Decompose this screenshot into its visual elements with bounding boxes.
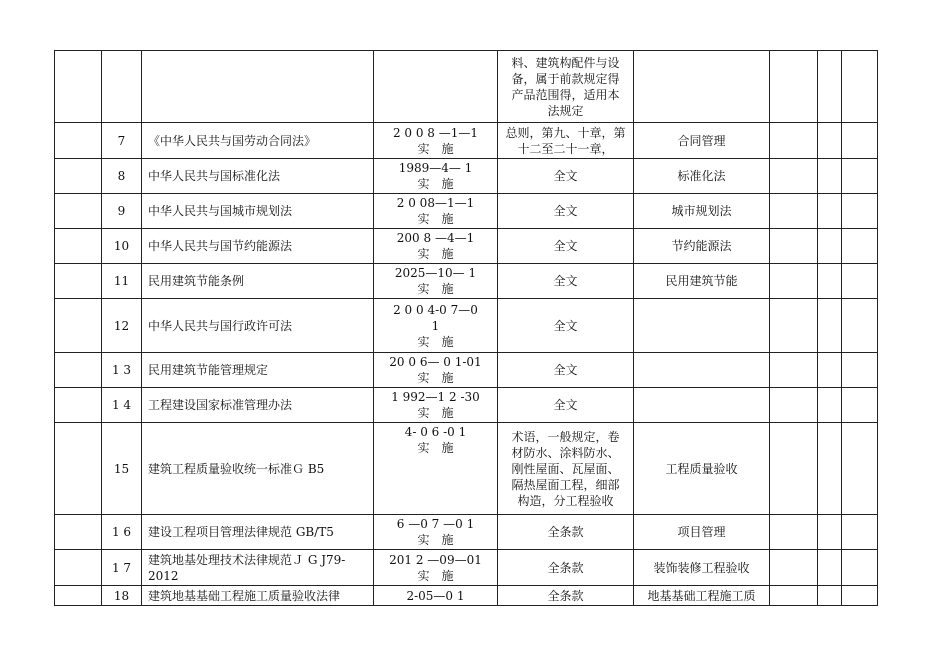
scope-cell bbox=[498, 123, 634, 159]
blank-cell bbox=[818, 159, 842, 194]
scope-cell bbox=[498, 194, 634, 229]
regulation-name-cell-text: 建筑地基处理技术法律规范Ｊ G J79-2012 bbox=[148, 552, 346, 583]
row-number-cell-text: 18 bbox=[113, 588, 130, 603]
table-row bbox=[55, 264, 878, 299]
effective-date-cell bbox=[374, 550, 498, 586]
row-number-cell bbox=[102, 423, 142, 515]
row-number-cell bbox=[102, 51, 142, 123]
row-number-cell bbox=[102, 159, 142, 194]
row-number-cell-text: 1 4 bbox=[111, 398, 132, 412]
effective-date-cell bbox=[374, 229, 498, 264]
blank-cell bbox=[55, 388, 102, 423]
effective-date-cell bbox=[374, 264, 498, 299]
effective-date-cell-line: 实 施 bbox=[417, 441, 454, 455]
table-row bbox=[55, 159, 878, 194]
table-row bbox=[55, 515, 878, 550]
effective-date-cell-line: 实 施 bbox=[417, 282, 454, 296]
blank-cell bbox=[770, 353, 818, 388]
scope-cell bbox=[498, 51, 634, 123]
category-cell bbox=[634, 299, 770, 353]
blank-cell bbox=[818, 423, 842, 515]
category-cell bbox=[634, 515, 770, 550]
table-row bbox=[55, 423, 878, 515]
row-number-cell-text: 12 bbox=[113, 318, 130, 333]
blank-cell bbox=[842, 264, 878, 299]
row-number-cell bbox=[102, 586, 142, 606]
effective-date-cell-line: 1 bbox=[431, 318, 440, 333]
effective-date-cell-line: 2 0 0 4-0 7—0 bbox=[393, 302, 478, 317]
category-cell-text: 工程质量验收 bbox=[665, 461, 738, 476]
row-number-cell bbox=[102, 229, 142, 264]
blank-cell bbox=[770, 423, 818, 515]
effective-date-cell-line: 实 施 bbox=[417, 177, 454, 191]
row-number-cell bbox=[102, 123, 142, 159]
regulation-name-cell bbox=[142, 550, 374, 586]
effective-date-cell-line: 4- 0 6 -0 1 bbox=[404, 425, 467, 439]
regulation-name-cell bbox=[142, 159, 374, 194]
regulation-name-cell bbox=[142, 51, 374, 123]
category-cell bbox=[634, 264, 770, 299]
category-cell-text: 项目管理 bbox=[677, 525, 726, 539]
blank-cell bbox=[842, 423, 878, 515]
blank-cell bbox=[770, 586, 818, 606]
scope-cell-line: 全文 bbox=[553, 169, 578, 183]
regulation-name-cell bbox=[142, 388, 374, 423]
row-number-cell bbox=[102, 388, 142, 423]
blank-cell bbox=[818, 299, 842, 353]
regulation-name-cell-text: 工程建设国家标准管理办法 bbox=[148, 398, 293, 412]
blank-cell bbox=[842, 159, 878, 194]
row-number-cell-text: 10 bbox=[113, 239, 130, 253]
scope-cell bbox=[498, 353, 634, 388]
scope-cell-line: 产品范围得，适用本 bbox=[511, 87, 620, 102]
effective-date-cell-line: 200 8 —4—1 bbox=[396, 231, 475, 245]
category-cell bbox=[634, 550, 770, 586]
category-cell bbox=[634, 51, 770, 123]
table-row bbox=[55, 586, 878, 606]
table-row bbox=[55, 194, 878, 229]
effective-date-cell-line: 实 施 bbox=[417, 568, 454, 583]
regulation-name-cell bbox=[142, 515, 374, 550]
row-number-cell bbox=[102, 194, 142, 229]
regulation-name-cell-text: 中华人民共与国标准化法 bbox=[148, 169, 281, 183]
effective-date-cell bbox=[374, 159, 498, 194]
category-cell-text: 民用建筑节能 bbox=[665, 274, 738, 288]
regulations-table bbox=[54, 50, 878, 606]
regulation-name-cell-text: 建筑工程质量验收统一标准Ｇ B5 bbox=[148, 461, 325, 476]
scope-cell-line: 材防水、涂料防水、 bbox=[511, 445, 620, 460]
effective-date-cell-line: 实 施 bbox=[417, 533, 454, 547]
effective-date-cell bbox=[374, 299, 498, 353]
row-number-cell bbox=[102, 550, 142, 586]
blank-cell bbox=[55, 229, 102, 264]
row-number-cell bbox=[102, 353, 142, 388]
blank-cell bbox=[55, 550, 102, 586]
scope-cell-line: 十二至二十一章， bbox=[517, 141, 614, 156]
effective-date-cell-line: 实 施 bbox=[417, 247, 454, 261]
blank-cell bbox=[55, 423, 102, 515]
category-cell-text: 城市规划法 bbox=[671, 204, 732, 218]
blank-cell bbox=[842, 194, 878, 229]
blank-cell bbox=[55, 264, 102, 299]
blank-cell bbox=[842, 299, 878, 353]
blank-cell bbox=[818, 194, 842, 229]
effective-date-cell bbox=[374, 515, 498, 550]
scope-cell-line: 全文 bbox=[553, 239, 578, 253]
category-cell-text: 地基基础工程施工质 bbox=[647, 588, 756, 603]
blank-cell bbox=[770, 515, 818, 550]
scope-cell-line: 全文 bbox=[553, 363, 578, 377]
effective-date-cell-line: 2 0 08—1—1 bbox=[396, 196, 475, 210]
blank-cell bbox=[55, 353, 102, 388]
regulation-name-cell-text: 《中华人民共与国劳动合同法》 bbox=[148, 133, 317, 148]
regulation-name-cell bbox=[142, 229, 374, 264]
scope-cell-line: 总则，第九、十章，第 bbox=[505, 125, 626, 140]
blank-cell bbox=[842, 586, 878, 606]
category-cell bbox=[634, 586, 770, 606]
category-cell bbox=[634, 194, 770, 229]
category-cell bbox=[634, 229, 770, 264]
blank-cell bbox=[842, 353, 878, 388]
blank-cell bbox=[770, 229, 818, 264]
regulation-name-cell bbox=[142, 123, 374, 159]
effective-date-cell-line: 6 —0 7 —0 1 bbox=[396, 517, 475, 531]
row-number-cell-text: 1 6 bbox=[111, 525, 132, 539]
scope-cell-line: 全文 bbox=[553, 204, 578, 218]
category-cell bbox=[634, 353, 770, 388]
scope-cell-line: 隔热屋面工程，细部 bbox=[511, 477, 620, 492]
scope-cell bbox=[498, 423, 634, 515]
scope-cell-line: 全条款 bbox=[547, 525, 584, 539]
effective-date-cell-line: 实 施 bbox=[417, 141, 454, 156]
blank-cell bbox=[818, 229, 842, 264]
regulation-name-cell bbox=[142, 194, 374, 229]
effective-date-cell-line: 实 施 bbox=[417, 406, 454, 420]
blank-cell bbox=[818, 264, 842, 299]
scope-cell bbox=[498, 586, 634, 606]
scope-cell-line: 术语，一般规定，卷 bbox=[511, 429, 620, 444]
category-cell bbox=[634, 423, 770, 515]
scope-cell bbox=[498, 388, 634, 423]
category-cell bbox=[634, 388, 770, 423]
regulation-name-cell-text: 中华人民共与国节约能源法 bbox=[148, 239, 293, 253]
effective-date-cell bbox=[374, 353, 498, 388]
category-cell-text: 标准化法 bbox=[677, 169, 726, 183]
table-row bbox=[55, 353, 878, 388]
effective-date-cell bbox=[374, 123, 498, 159]
effective-date-cell-line: 1989—4— 1 bbox=[398, 161, 473, 175]
regulation-name-cell bbox=[142, 353, 374, 388]
blank-cell bbox=[818, 353, 842, 388]
row-number-cell-text: 1 3 bbox=[111, 363, 132, 377]
blank-cell bbox=[770, 264, 818, 299]
table-row bbox=[55, 229, 878, 264]
scope-cell-line: 构造，分工程验收 bbox=[517, 493, 614, 508]
blank-cell bbox=[818, 123, 842, 159]
scope-cell-line: 全文 bbox=[553, 318, 578, 333]
table-body bbox=[55, 51, 878, 606]
row-number-cell-text: 15 bbox=[113, 461, 130, 476]
scope-cell bbox=[498, 299, 634, 353]
blank-cell bbox=[842, 123, 878, 159]
blank-cell bbox=[818, 586, 842, 606]
blank-cell bbox=[842, 229, 878, 264]
blank-cell bbox=[842, 550, 878, 586]
blank-cell bbox=[770, 51, 818, 123]
effective-date-cell-line: 2 0 0 8 —1—1 bbox=[392, 125, 479, 140]
regulation-name-cell-text: 建筑地基基础工程施工质量验收法律 bbox=[148, 588, 341, 603]
row-number-cell bbox=[102, 264, 142, 299]
blank-cell bbox=[55, 123, 102, 159]
blank-cell bbox=[55, 159, 102, 194]
table-row bbox=[55, 550, 878, 586]
effective-date-cell-line: 20 0 6— 0 1-01 bbox=[389, 355, 482, 369]
regulation-name-cell bbox=[142, 586, 374, 606]
blank-cell bbox=[770, 388, 818, 423]
blank-cell bbox=[55, 515, 102, 550]
regulation-name-cell-text: 中华人民共与国城市规划法 bbox=[148, 204, 293, 218]
scope-cell-line: 全文 bbox=[553, 398, 578, 412]
blank-cell bbox=[818, 550, 842, 586]
effective-date-cell-line: 2-05—0 1 bbox=[406, 588, 465, 603]
scope-cell-line: 全条款 bbox=[547, 560, 584, 575]
category-cell-text: 合同管理 bbox=[677, 133, 726, 148]
scope-cell-line: 刚性屋面、瓦屋面、 bbox=[511, 461, 620, 476]
regulation-name-cell-text: 民用建筑节能管理规定 bbox=[148, 363, 269, 377]
category-cell bbox=[634, 159, 770, 194]
row-number-cell-text: 1 7 bbox=[111, 560, 132, 575]
scope-cell bbox=[498, 515, 634, 550]
regulation-name-cell-text: 建设工程项目管理法律规范 GB/T5 bbox=[148, 525, 334, 539]
blank-cell bbox=[55, 586, 102, 606]
effective-date-cell bbox=[374, 586, 498, 606]
blank-cell bbox=[842, 515, 878, 550]
regulation-name-cell bbox=[142, 299, 374, 353]
regulation-name-cell-text: 中华人民共与国行政许可法 bbox=[148, 318, 293, 333]
blank-cell bbox=[842, 388, 878, 423]
scope-cell bbox=[498, 264, 634, 299]
table-row bbox=[55, 299, 878, 353]
effective-date-cell-line: 实 施 bbox=[417, 212, 454, 226]
row-number-cell bbox=[102, 299, 142, 353]
effective-date-cell bbox=[374, 388, 498, 423]
blank-cell bbox=[818, 388, 842, 423]
scope-cell-line: 料、建筑构配件与设 bbox=[511, 55, 620, 70]
category-cell-text: 装饰装修工程验收 bbox=[653, 560, 750, 575]
scope-cell-line: 全条款 bbox=[547, 588, 584, 603]
row-number-cell-text: 11 bbox=[113, 274, 130, 288]
blank-cell bbox=[55, 299, 102, 353]
row-number-cell-text: 7 bbox=[117, 133, 126, 148]
table-row bbox=[55, 51, 878, 123]
scope-cell-line: 法规定 bbox=[547, 103, 584, 118]
effective-date-cell-line: 实 施 bbox=[417, 334, 454, 349]
blank-cell bbox=[770, 550, 818, 586]
table-row bbox=[55, 388, 878, 423]
regulation-name-cell bbox=[142, 423, 374, 515]
blank-cell bbox=[842, 51, 878, 123]
effective-date-cell-line: 实 施 bbox=[417, 371, 454, 385]
scope-cell bbox=[498, 159, 634, 194]
scope-cell-line: 备，属于前款规定得 bbox=[511, 71, 620, 86]
row-number-cell bbox=[102, 515, 142, 550]
effective-date-cell bbox=[374, 51, 498, 123]
effective-date-cell bbox=[374, 194, 498, 229]
row-number-cell-text: 8 bbox=[117, 169, 126, 183]
blank-cell bbox=[770, 159, 818, 194]
scope-cell bbox=[498, 550, 634, 586]
effective-date-cell-line: 2025—10— 1 bbox=[394, 266, 477, 280]
category-cell-text: 节约能源法 bbox=[671, 239, 732, 253]
row-number-cell-text: 9 bbox=[117, 204, 126, 218]
category-cell bbox=[634, 123, 770, 159]
blank-cell bbox=[770, 194, 818, 229]
effective-date-cell-line: 1 992—1 2 -30 bbox=[391, 390, 480, 404]
table-row bbox=[55, 123, 878, 159]
blank-cell bbox=[55, 194, 102, 229]
effective-date-cell-line: 201 2 —09—01 bbox=[389, 552, 482, 567]
blank-cell bbox=[770, 299, 818, 353]
scope-cell bbox=[498, 229, 634, 264]
blank-cell bbox=[818, 515, 842, 550]
blank-cell bbox=[55, 51, 102, 123]
regulation-name-cell bbox=[142, 264, 374, 299]
scope-cell-line: 全文 bbox=[553, 274, 578, 288]
regulation-name-cell-text: 民用建筑节能条例 bbox=[148, 274, 245, 288]
blank-cell bbox=[818, 51, 842, 123]
blank-cell bbox=[770, 123, 818, 159]
effective-date-cell bbox=[374, 423, 498, 515]
